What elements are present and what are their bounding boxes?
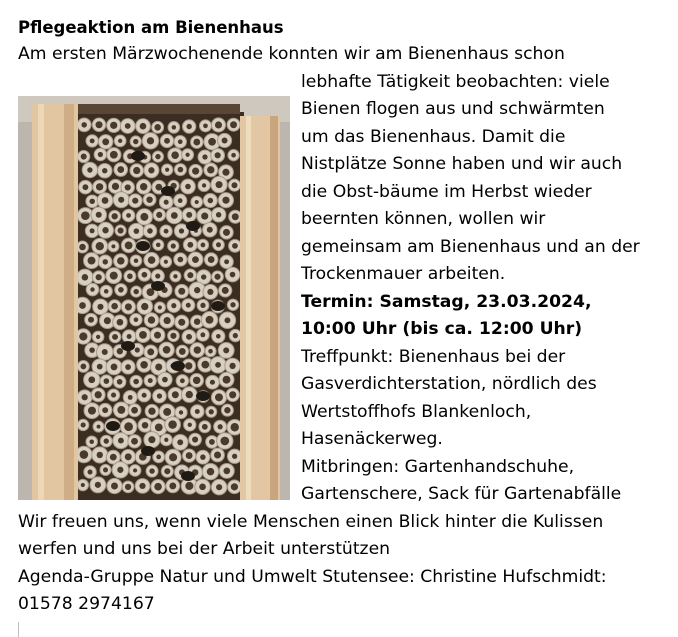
treffpunkt-line: Gasverdichterstation, nördlich des	[301, 374, 597, 394]
bee-mark	[211, 301, 225, 311]
mitbringen-line: Gartenschere, Sack für Gartenabfälle	[301, 484, 622, 504]
bee-mark	[151, 281, 165, 291]
bee-mark	[186, 221, 200, 231]
treffpunkt-line: Hasenäckerweg.	[301, 429, 443, 449]
intro-line: Am ersten Märzwochenende konnten wir am Bienenhaus schon	[18, 44, 565, 64]
treffpunkt-line: Wertstoffhofs Blankenloch,	[301, 401, 532, 422]
bee-mark	[121, 341, 135, 351]
bee-mark	[136, 241, 150, 251]
intro-line: Bienen flogen aus und schwärmten	[301, 99, 605, 119]
bee-mark	[106, 421, 120, 431]
bee-mark	[171, 361, 185, 371]
article	[18, 14, 670, 619]
phone-number: 01578 2974167	[18, 594, 155, 614]
closing-paragraph	[18, 509, 670, 619]
mitbringen-line: Mitbringen: Gartenhandschuhe,	[301, 456, 575, 477]
intro-line: lebhafte Tätigkeit beobachten: viele	[301, 71, 610, 92]
intro-line: Nistplätze Sonne haben und wir auch	[301, 154, 623, 174]
bee-mark	[181, 471, 195, 481]
intro-line: Trockenmauer arbeiten.	[301, 264, 506, 284]
insect-hotel-illustration	[18, 96, 290, 500]
bee-mark	[141, 446, 155, 456]
intro-line: um das Bienenhaus. Damit die	[301, 126, 566, 147]
treffpunkt-line: Treffpunkt: Bienenhaus bei der	[301, 346, 566, 367]
closing-line: werfen und uns bei der Arbeit unterstützen	[18, 539, 391, 559]
insect-hotel-photo	[18, 96, 290, 500]
intro-line: gemeinsam am Bienenhaus und an der	[301, 236, 640, 257]
closing-line: Wir freuen uns, wenn viele Menschen einen Blick hinter die Kulissen	[18, 511, 604, 532]
termin-date: Termin: Samstag, 23.03.2024,	[301, 291, 592, 312]
bee-mark	[161, 186, 175, 196]
intro-line: beernten können, wollen wir	[301, 209, 546, 229]
termin-time: 10:00 Uhr (bis ca. 12:00 Uhr)	[301, 319, 583, 339]
bee-mark	[131, 151, 145, 161]
article-title: Pflegeaktion am Bienenhaus	[18, 18, 284, 37]
text-cursor	[18, 622, 19, 637]
bee-mark	[196, 391, 210, 401]
contact-line: Agenda-Gruppe Natur und Umwelt Stutensee: Christine Hufschmidt:	[18, 566, 607, 587]
intro-line: die Obst-bäume im Herbst wieder	[301, 181, 592, 202]
